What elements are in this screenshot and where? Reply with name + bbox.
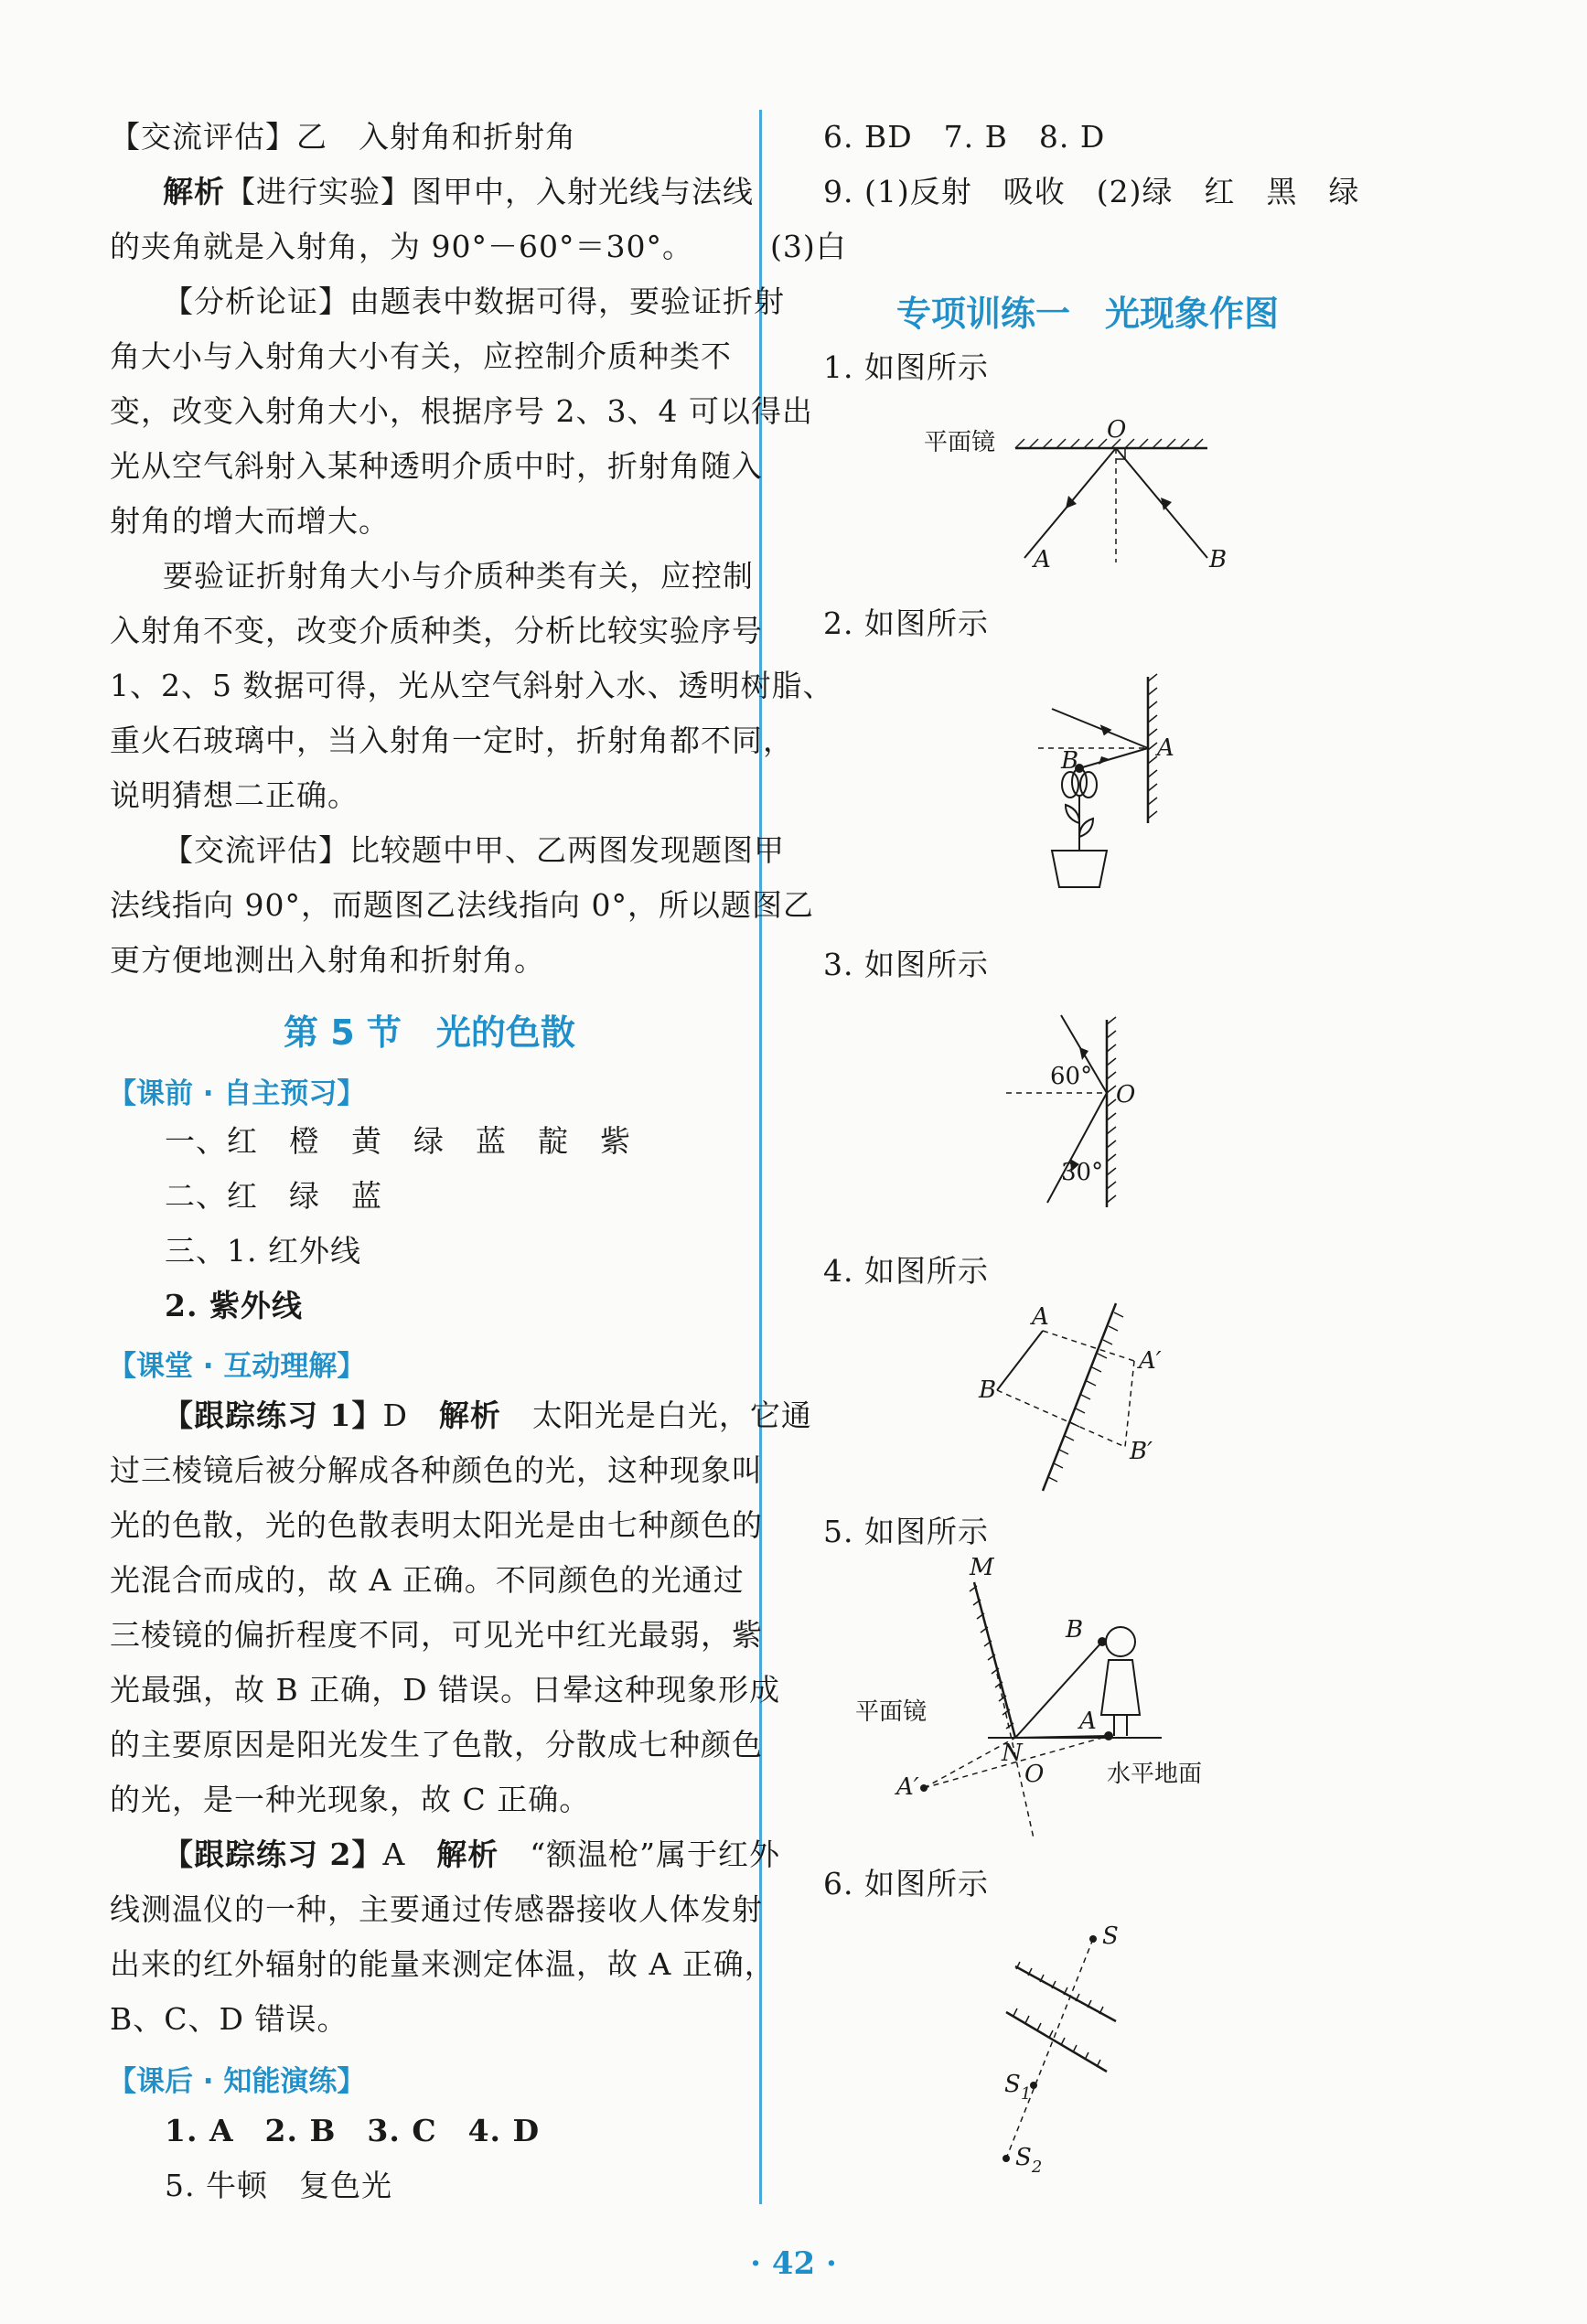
text-line: 的主要原因是阳光发生了色散，分散成七种颜色: [110, 1727, 763, 1762]
label-ground: 水平地面: [1107, 1761, 1203, 1788]
answer-line: 一、红 橙 黄 绿 蓝 靛 紫: [165, 1123, 631, 1159]
label-b: B: [1209, 546, 1228, 573]
answer-line: 5. 牛顿 复色光: [165, 2168, 392, 2203]
label-m: M: [970, 1554, 994, 1581]
text-line: 过三棱镜后被分解成各种颜色的光，这种现象叫: [110, 1452, 763, 1488]
jiexi-label: 解析: [436, 1837, 499, 1872]
label-a: A: [1079, 1708, 1097, 1735]
answer-line: 6. BD 7. B 8. D: [823, 119, 1106, 155]
label-s2-main: S: [1015, 2144, 1032, 2171]
text-line: 光混合而成的，故 A 正确。不同颜色的光通过: [110, 1562, 745, 1598]
label-a-prime: A′: [1139, 1347, 1162, 1375]
figure-2-svg: [1002, 668, 1185, 910]
figure-1-svg: [924, 412, 1253, 576]
text-line: 出来的红外辐射的能量来测定体温，故 A 正确，: [110, 1946, 776, 1982]
page-number-value: 42: [771, 2245, 816, 2282]
jiexi-label: 解析: [438, 1398, 501, 1433]
figure-2-flower-mirror: [1002, 668, 1185, 910]
figure-6-svg: [979, 1922, 1162, 2177]
label-b-prime: B′: [1130, 1438, 1153, 1465]
item-label: 3. 如图所示: [823, 947, 989, 982]
text-line: 光最强，故 B 正确，D 错误。日晕这种现象形成: [110, 1672, 781, 1708]
exercise-answer: A: [382, 1837, 406, 1872]
text-line: [163, 1837, 780, 1873]
text-line: 【交流评估】乙 入射角和折射角: [110, 119, 576, 155]
page-number: · 42 ·: [750, 2245, 837, 2282]
answer-line: (3)白: [770, 229, 847, 264]
label-b: B: [1061, 747, 1079, 775]
figure-5-girl-mirror: [855, 1554, 1226, 1857]
label-o: O: [1116, 1081, 1136, 1108]
text-line: 的夹角就是入射角，为 90°－60°＝30°。: [110, 229, 693, 264]
section-title: 专项训练一 光现象作图: [896, 294, 1280, 334]
section-title: 第 5 节 光的色散: [284, 1012, 575, 1053]
exercise-label: 【跟踪练习 2】: [163, 1837, 383, 1872]
label-s2-sub: 2: [1031, 2158, 1043, 2177]
text-line: [163, 174, 754, 210]
item-label: 2. 如图所示: [823, 605, 989, 641]
text-line: 重火石玻璃中，当入射角一定时，折射角都不同，: [110, 723, 794, 758]
text-line: 1、2、5 数据可得，光从空气斜射入水、透明树脂、: [110, 668, 834, 703]
label-s1: [1004, 2071, 1031, 2104]
text-line: 变，改变入射角大小，根据序号 2、3、4 可以得出: [110, 393, 813, 429]
label-a-prime: A′: [896, 1773, 919, 1801]
figure-5-svg: [855, 1554, 1226, 1857]
exercise-answer: D: [382, 1398, 408, 1433]
text-line: [163, 1398, 812, 1434]
text-line: 【分析论证】由题表中数据可得，要验证折射: [163, 284, 785, 319]
text-line: 入射角不变，改变介质种类，分析比较实验序号: [110, 613, 763, 648]
item-label: 4. 如图所示: [823, 1253, 989, 1289]
label-o: O: [1107, 416, 1127, 444]
text-line: B、C、D 错误。: [110, 2001, 348, 2037]
label-s1-sub: 1: [1020, 2084, 1032, 2104]
text-line: 更方便地测出入射角和折射角。: [110, 942, 545, 978]
answer-line: 三、1. 红外线: [165, 1233, 361, 1269]
label-n: N: [1002, 1740, 1023, 1767]
tag-pre-study: 【课前 · 自主预习】: [108, 1077, 366, 1110]
text-line: 射角的增大而增大。: [110, 503, 390, 539]
text-fragment: 【进行实验】图甲中，入射光线与法线: [225, 174, 754, 209]
tag-after-class: 【课后 · 知能演练】: [108, 2065, 366, 2098]
text-line: 法线指向 90°，而题图乙法线指向 0°，所以题图乙: [110, 887, 814, 923]
text-line: 说明猜想二正确。: [110, 777, 359, 813]
text-line: 线测温仪的一种，主要通过传感器接收人体发射: [110, 1891, 763, 1927]
figure-6-two-mirrors: [979, 1922, 1162, 2177]
text-line: 三棱镜的偏折程度不同，可见光中红光最弱，紫: [110, 1617, 763, 1653]
text-line: 的光，是一种光现象，故 C 正确。: [110, 1782, 591, 1817]
exercise-label: 【跟踪练习 1】: [163, 1398, 383, 1433]
label-a: A: [1157, 734, 1174, 762]
figure-3-angles: [1006, 1011, 1171, 1216]
text-line: 【交流评估】比较题中甲、乙两图发现题图甲: [163, 832, 785, 868]
label-a: A: [1034, 546, 1051, 573]
answer-line: 2. 紫外线: [165, 1288, 303, 1323]
figure-1-reflection: [924, 412, 1253, 576]
jiexi-label: 解析: [163, 174, 225, 209]
text-line: 光从空气斜射入某种透明介质中时，折射角随入: [110, 448, 763, 484]
label-b: B: [1066, 1616, 1084, 1644]
answer-line: 9. (1)反射 吸收 (2)绿 红 黑 绿: [823, 174, 1360, 209]
label-s: S: [1102, 1922, 1119, 1950]
figure-4-mirror-image: [979, 1299, 1162, 1500]
text-line: 要验证折射角大小与介质种类有关，应控制: [163, 558, 754, 594]
text-line: 角大小与入射角大小有关，应控制介质种类不: [110, 338, 732, 374]
text-line: 光的色散，光的色散表明太阳光是由七种颜色的: [110, 1507, 763, 1543]
text-fragment: 太阳光是白光，它通: [531, 1398, 812, 1433]
figure-4-svg: [979, 1299, 1162, 1500]
item-label: 5. 如图所示: [823, 1514, 989, 1549]
figure-3-svg: [1006, 1011, 1171, 1216]
answer-line: 1. A 2. B 3. C 4. D: [165, 2113, 541, 2148]
label-a: A: [1032, 1303, 1049, 1331]
label-angle-30: 30°: [1061, 1159, 1104, 1186]
label-angle-60: 60°: [1050, 1063, 1093, 1090]
text-fragment: “额温枪”属于红外: [530, 1837, 781, 1872]
label-b: B: [979, 1376, 997, 1404]
label-s2: [1015, 2144, 1042, 2177]
label-s1-main: S: [1004, 2071, 1021, 2098]
item-label: 6. 如图所示: [823, 1866, 989, 1901]
label-mirror: 平面镜: [855, 1698, 928, 1726]
label-o: O: [1024, 1761, 1045, 1788]
item-label: 1. 如图所示: [823, 349, 989, 385]
label-mirror: 平面镜: [924, 429, 996, 456]
tag-in-class: 【课堂 · 互动理解】: [108, 1350, 366, 1383]
answer-line: 二、红 绿 蓝: [165, 1178, 382, 1214]
